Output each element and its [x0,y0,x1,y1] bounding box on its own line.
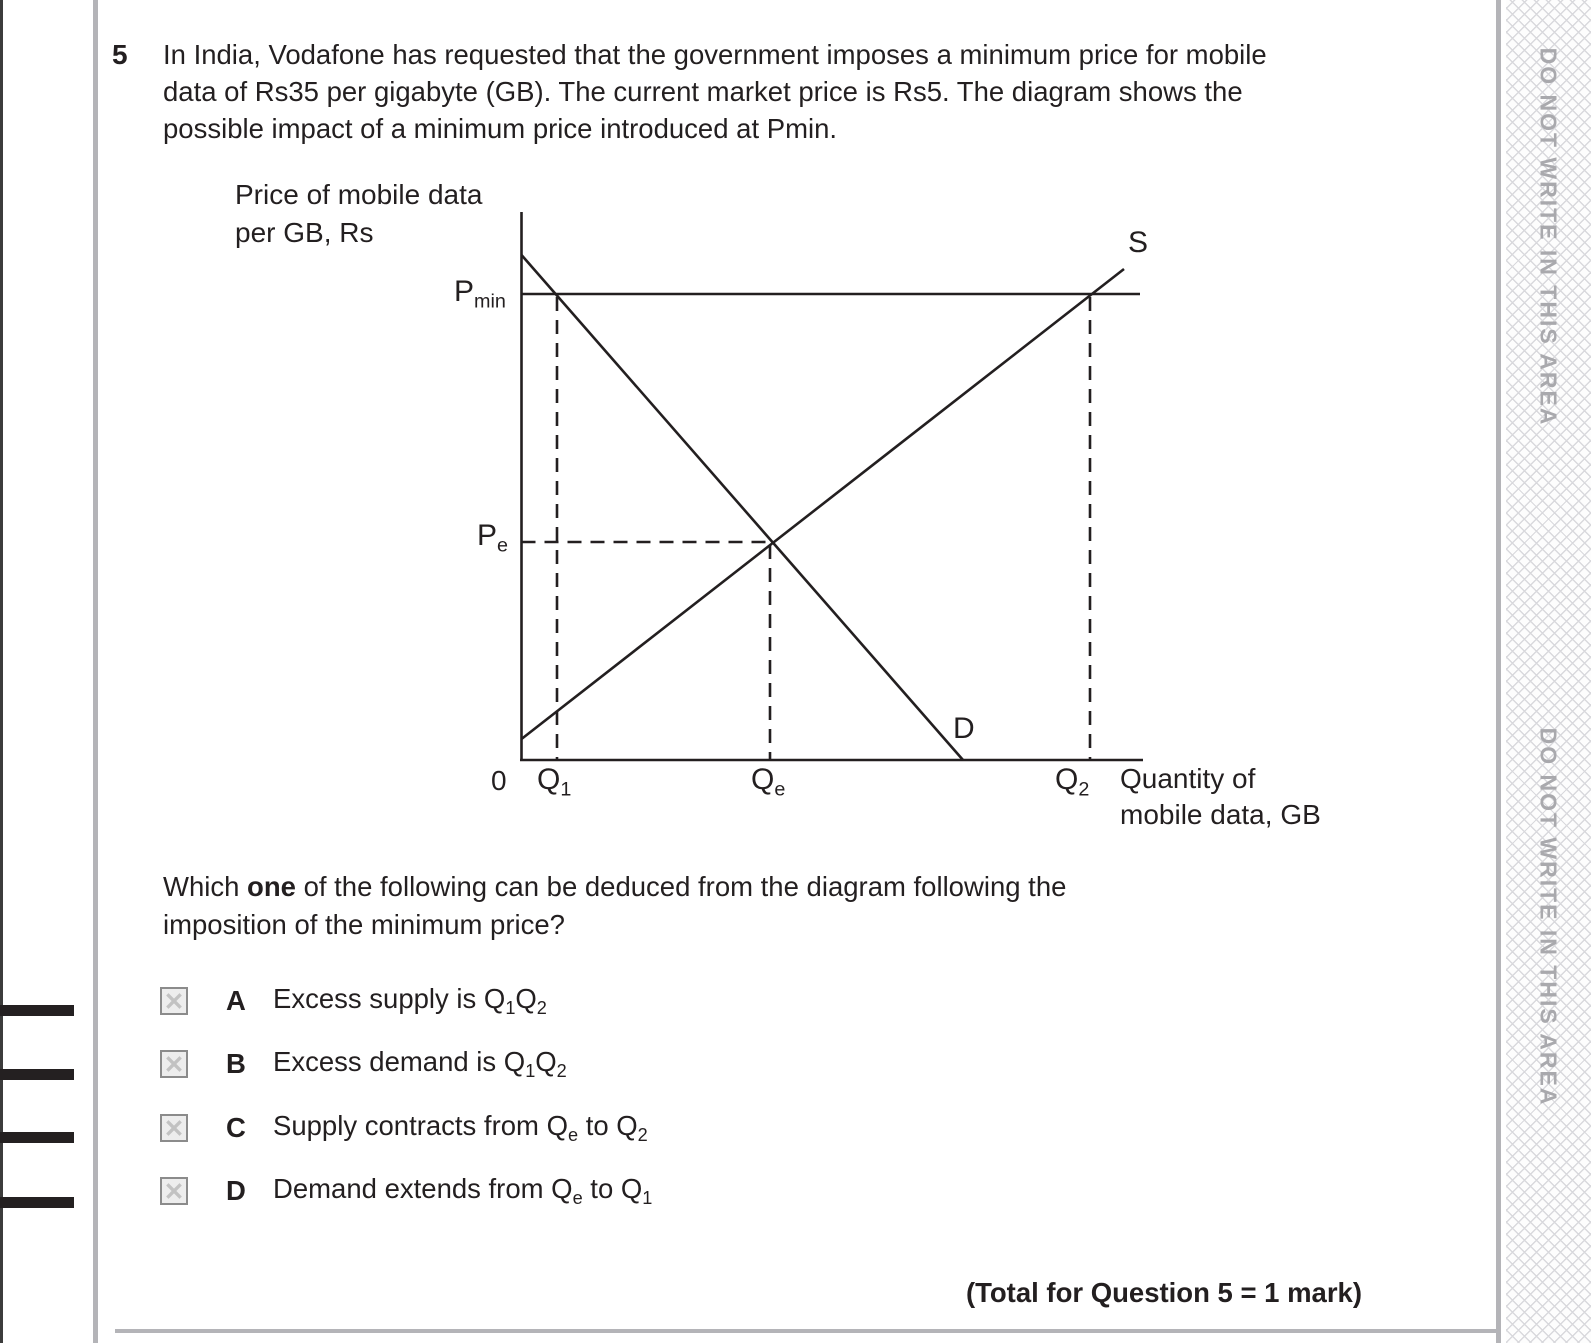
binding-mark [0,1132,74,1143]
option-row-d [160,1174,652,1208]
question-prompt: Which one of the following can be deduced from the diagram following the imposition of the minimum price? [163,871,1067,940]
prompt-bold-word: one [247,871,296,902]
binding-mark [0,1197,74,1208]
option-row-c [160,1111,648,1145]
supply-curve-label: S [1128,226,1149,259]
content-left-rule [93,0,98,1343]
option-d-checkbox[interactable] [160,1177,188,1205]
checkbox-x-icon [164,1118,184,1138]
quantity-axis-title: Quantity of mobile data, GB [1120,763,1321,830]
question-number: 5 [112,39,128,70]
option-row-b [160,1047,567,1081]
option-c-checkbox[interactable] [160,1114,188,1142]
option-letter: C [226,1112,246,1143]
qe-label: $Q_e$ [751,763,786,801]
price-axis-title: Price of mobile data per GB, Rs [235,179,483,248]
checkbox-x-icon [164,1054,184,1074]
supply-curve [522,269,1125,739]
q1-label: $Q_1$ [537,763,572,801]
content-right-rule [1496,0,1501,1343]
checkbox-x-icon [164,1181,184,1201]
question-text: In India, Vodafone has requested that the government imposes a minimum price for mobile data of Rs35 per gigabyte (GB). The current market price is Rs5. The diagram shows the possible impact of a minimum price introduced at Pmin. [163,39,1267,144]
option-row-a [160,984,547,1018]
binding-mark [0,1005,74,1016]
option-letter: D [226,1175,246,1206]
demand-curve-label: D [953,712,975,745]
checkbox-x-icon [164,991,184,1011]
option-text: Excess supply is $Q_1Q_2$ [273,983,547,1018]
total-marks-line: (Total for Question 5 = 1 mark) [965,1277,1362,1308]
option-text: Excess demand is $Q_1Q_2$ [273,1046,567,1081]
do-not-write-text-top: DO NOT WRITE IN THIS AREA [1535,47,1562,427]
option-a-checkbox[interactable] [160,987,188,1015]
option-text: Supply contracts from $Q_e$ to $Q_2$ [273,1110,648,1145]
demand-curve [522,255,964,760]
q2-label: $Q_2$ [1055,763,1090,801]
option-text: Demand extends from $Q_e$ to $Q_1$ [273,1173,653,1208]
option-b-checkbox[interactable] [160,1050,188,1078]
origin-label: 0 [491,765,507,796]
pmin-label: $P_{min}$ [454,275,506,313]
pe-label: $P_e$ [477,519,509,557]
question-bottom-rule [115,1329,1496,1333]
do-not-write-text-bottom: DO NOT WRITE IN THIS AREA [1535,727,1562,1107]
binding-mark [0,1069,74,1080]
option-letter: A [226,985,246,1016]
option-letter: B [226,1048,246,1079]
